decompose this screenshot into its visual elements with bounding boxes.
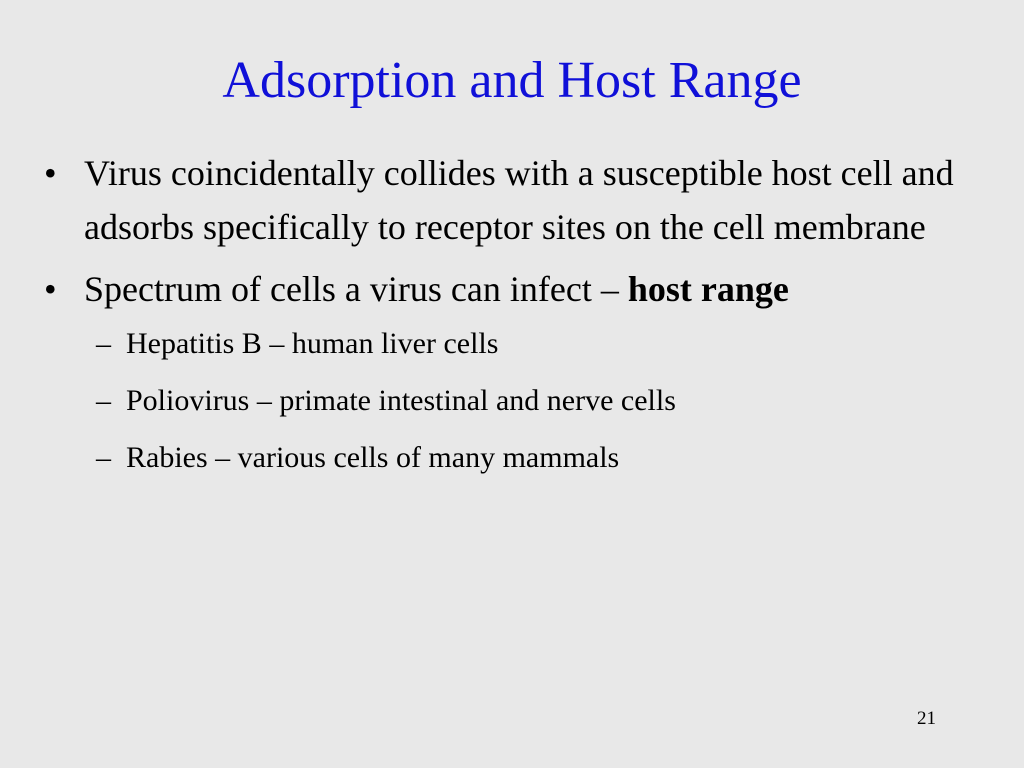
bullet-text: Virus coincidentally collides with a susceptible host cell and adsorbs specifically to receptor sites on the cell membrane [84,153,954,247]
sub-bullet-list [42,324,992,478]
slide-title: Adsorption and Host Range [222,52,802,109]
bullet-emphasis: host range [627,269,789,309]
page-number: 21 [917,708,936,729]
bullet-item-1 [42,146,992,254]
sub-bullet-marker: – [96,441,111,474]
sub-bullet-item-3 [42,438,992,478]
sub-bullet-text: Poliovirus – primate intestinal and nerve cells [126,384,676,417]
sub-bullet-marker: – [96,384,111,417]
sub-bullet-item-2 [42,381,992,421]
bullet-text: Spectrum of cells a virus can infect – [84,269,628,309]
bullet-marker: • [44,153,57,193]
bullet-item-2 [42,262,992,316]
sub-bullet-text: Rabies – various cells of many mammals [126,441,620,474]
bullet-marker: • [44,269,57,309]
slide-content [42,146,992,495]
sub-bullet-text: Hepatitis B – human liver cells [126,327,499,360]
sub-bullet-marker: – [96,327,111,360]
sub-bullet-item-1 [42,324,992,364]
